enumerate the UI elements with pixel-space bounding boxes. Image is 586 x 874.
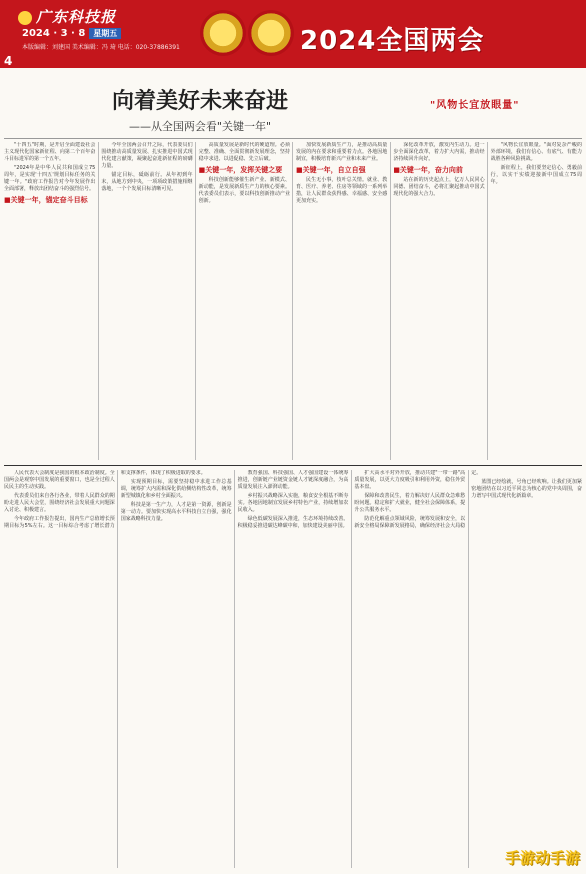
- paragraph: 蓝图已经绘就，号角已经吹响。让我们更加紧密地团结在以习近平同志为核心的党中央周围，奋力谱写中国式现代化新篇章。: [471, 479, 582, 499]
- page-number: 4: [4, 54, 13, 68]
- masthead: [0, 0, 586, 68]
- paragraph: 新征程上，我们要坚定信心、勇毅前行，以实干实绩迎接新中国成立75周年。: [490, 165, 582, 185]
- paragraph: 乡村振兴战略深入实施，粮食安全根基不断夯实。各地因地制宜发展乡村特色产业，持续增加农民收入。: [237, 493, 349, 513]
- article-subhead: ■关键一年，发挥关键之要: [198, 166, 283, 174]
- section-title: 2024全国两会: [300, 26, 485, 56]
- issue-date: 2024 · 3 · 8 星期五: [22, 28, 121, 39]
- edition-tag: 星期五: [89, 28, 121, 39]
- paper-logo: [18, 6, 116, 27]
- paragraph: 今年全国两会召开之际，代表委员们围绕推动高质量发展、扎实推进中国式现代化建言献策，凝聚起奋进新征程的磅礴力量。: [101, 142, 193, 169]
- divider: [4, 138, 582, 139]
- paragraph: 科技是第一生产力，人才是第一资源，创新是第一动力。要加快实现高水平科技自立自强，强化国家战略科技力量。: [120, 502, 232, 522]
- column-title: "风物长宜放眼量": [430, 100, 520, 111]
- section-divider: [4, 465, 582, 466]
- subheadline: ——从全国两会看"关键一年": [128, 120, 272, 133]
- national-emblem-icon: [200, 10, 246, 56]
- article-subhead: ■关键一年，自立自强: [295, 166, 366, 174]
- paragraph: "2024年是中华人民共和国成立75周年，是实现'十四五'规划目标任务的关键一年。"政府工作报告对今年发展作出全面部署，释放出团结奋斗的强烈信号。: [4, 165, 96, 192]
- paragraph: 人民代表大会制度是我国的根本政治制度。全国两会是观察中国发展的重要窗口，也是全过程人民民主的生动实践。: [4, 470, 115, 490]
- article-subhead: ■关键一年，奋力向前: [393, 166, 463, 174]
- article-subhead: ■关键一年，锚定奋斗目标: [4, 196, 88, 204]
- site-watermark: 手游动手游: [504, 849, 580, 867]
- paragraph: 民生无小事，枝叶总关情。就业、教育、医疗、养老、住房等领域的一系列举措，让人民群众获得感、幸福感、安全感更加充实。: [295, 177, 388, 204]
- paragraph: 代表委员们来自各行各业，带着人民群众的期盼走进人民大会堂，围绕经济社会发展重大问题深入讨论、积极建言。: [4, 493, 115, 513]
- paragraph: 绿色低碳发展深入推进，生态环境持续改善。积极稳妥推进碳达峰碳中和，加快建设美丽中国。: [237, 516, 349, 529]
- paragraph: "十四五"时期，是开启全面建设社会主义现代化国家新征程、向第二个百年奋斗目标进军的第一个五年。: [4, 142, 96, 162]
- paper-emblem-icon: [18, 11, 32, 25]
- cppcc-emblem-icon: [248, 10, 294, 56]
- paragraph: 高质量发展是新时代的硬道理。必须完整、准确、全面贯彻新发展理念，坚持稳中求进、以进促稳、先立后破。: [198, 142, 290, 162]
- paragraph: 站在新的历史起点上，亿万人民同心同德、团结奋斗，必将汇聚起推动中国式现代化的强大合力。: [393, 177, 485, 197]
- paragraph: 深化改革开放，激发内生动力。进一步全面深化改革，着力扩大内需，推动经济持续回升向好。: [393, 142, 485, 162]
- paper-name: 广东科技报: [36, 8, 117, 26]
- paragraph: 锚定目标，砥砺前行。从年初到年末，从地方到中央，一项项政策措施相继落地，一个个发展目标清晰可见。: [101, 172, 193, 192]
- paragraph: 扩大高水平对外开放，推动共建"一带一路"高质量发展，以更大力度吸引和利用外资，稳住外贸基本盘。: [354, 470, 466, 490]
- upper-article: [4, 142, 582, 460]
- paragraph: 教育强国、科技强国、人才强国建设一体统筹推进，创新链产业链资金链人才链深度融合，为高质量发展注入澎湃动能。: [237, 470, 349, 490]
- editor-contact: 本版编辑：刘建国 美术编辑：冯 琦 电话：020-37886391: [22, 44, 180, 51]
- headline: 向着美好未来奋进: [111, 88, 288, 114]
- paragraph: 实现预期目标，需要坚持稳中求进工作总基调，统筹扩大内需和深化供给侧结构性改革，统筹新型城镇化和乡村全面振兴。: [120, 479, 232, 499]
- paragraph: 今年政府工作报告提出，国内生产总值增长预期目标为5%左右。这一目标综合考虑了增长潜力和支撑条件，体现了积极进取的要求。: [4, 470, 206, 529]
- paragraph: 防范化解重点领域风险，统筹发展和安全，以新安全格局保障新发展格局，确保经济社会大局稳定。: [354, 470, 482, 529]
- paragraph: 科技创新能够催生新产业、新模式、新动能，是发展新质生产力的核心要素。代表委员们表示，要以科技创新推动产业创新。: [198, 177, 290, 204]
- paragraph: 保障和改善民生，着力解决好人民群众急难愁盼问题。稳定和扩大就业，健全社会保障体系，提升公共服务水平。: [354, 493, 466, 513]
- paragraph: "风物长宜放眼量。"面对复杂严峻的外部环境，我们有信心、有底气、有能力战胜各种风险挑战。: [490, 142, 582, 162]
- paragraph: 加快发展新质生产力，是推动高质量发展的内在要求和重要着力点。各地因地制宜，积极培育新兴产业和未来产业。: [295, 142, 388, 162]
- lower-article: [4, 470, 582, 868]
